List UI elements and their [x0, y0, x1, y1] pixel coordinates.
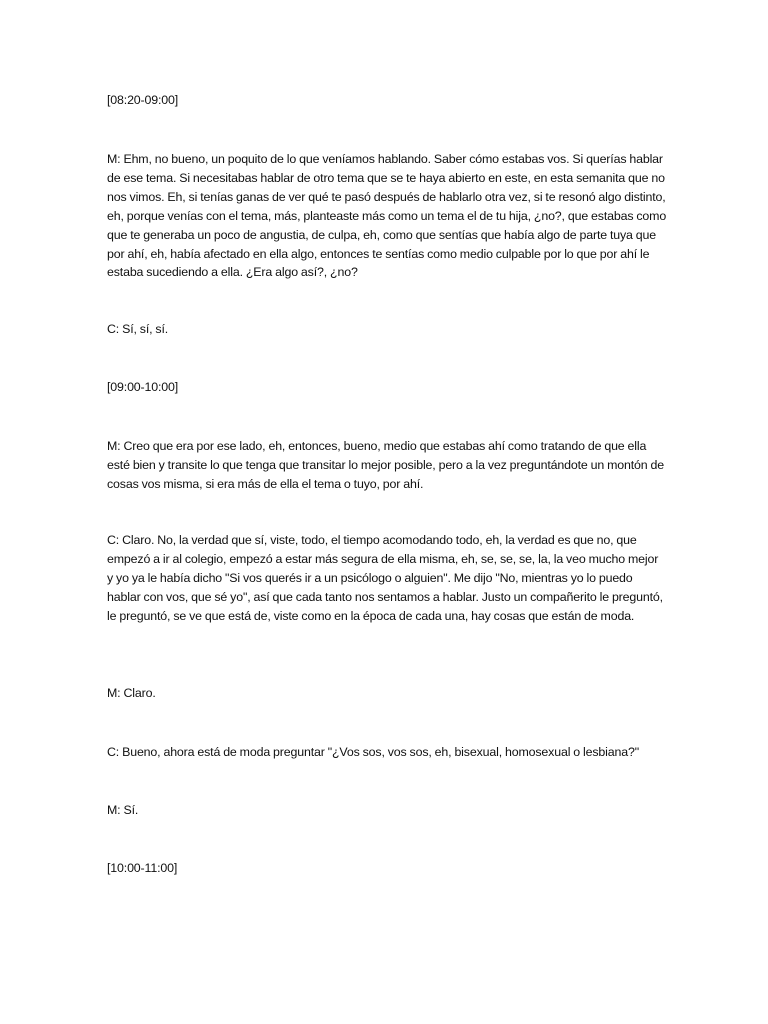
dialogue-paragraph: M: Ehm, no bueno, un poquito de lo que veníamos hablando. Saber cómo estabas vos. Si querías hablar de ese tema. Si necesitabas hablar de otro tema que se te haya abierto en este, en esta semanita que no nos vimos. Eh, si tenías ganas de ver qué te pasó después de hablarlo otra vez, si te resonó algo distinto, eh, porque venías con el tema, más, planteaste más como un tema el de tu hija, ¿no?, que estabas como que te generaba un poco de angustia, de culpa, eh, como que sentías que había algo de parte tuya que por ahí, eh, había afectado en ella algo, entonces te sentías como medio culpable por lo que por ahí le estaba sucediendo a ella. ¿Era algo así?, ¿no?: [107, 152, 667, 280]
dialogue-paragraph: C: Bueno, ahora está de moda preguntar "¿Vos sos, vos sos, eh, bisexual, homosexual o lesbiana?": [107, 745, 639, 759]
timestamp-heading: [10:00-11:00]: [107, 861, 178, 875]
dialogue-paragraph: M: Claro.: [107, 686, 156, 700]
dialogue-paragraph: C: Sí, sí, sí.: [107, 322, 169, 336]
timestamp-heading: [08:20-09:00]: [107, 93, 179, 107]
dialogue-paragraph: M: Creo que era por ese lado, eh, entonces, bueno, medio que estabas ahí como tratando de que ella esté bien y transite lo que tenga que transitar lo mejor posible, pero a la vez preguntándote un montón de cosas vos misma, si era más de ella el tema o tuyo, por ahí.: [107, 439, 665, 491]
dialogue-paragraph: C: Claro. No, la verdad que sí, viste, todo, el tiempo acomodando todo, eh, la verdad es que no, que empezó a ir al colegio, empezó a estar más segura de ella misma, eh, se, se, se, la, la veo mucho mejor y yo ya le había dicho "Si vos querés ir a un psicólogo o alguien". Me dijo "No, mientras yo lo puedo hablar con vos, que sé yo", así que cada tanto nos sentamos a hablar. Justo un compañerito le preguntó, le preguntó, se ve que está de, viste como en la época de cada una, hay cosas que están de moda.: [107, 533, 663, 623]
timestamp-heading: [09:00-10:00]: [107, 380, 179, 394]
dialogue-paragraph: M: Sí.: [107, 803, 139, 817]
